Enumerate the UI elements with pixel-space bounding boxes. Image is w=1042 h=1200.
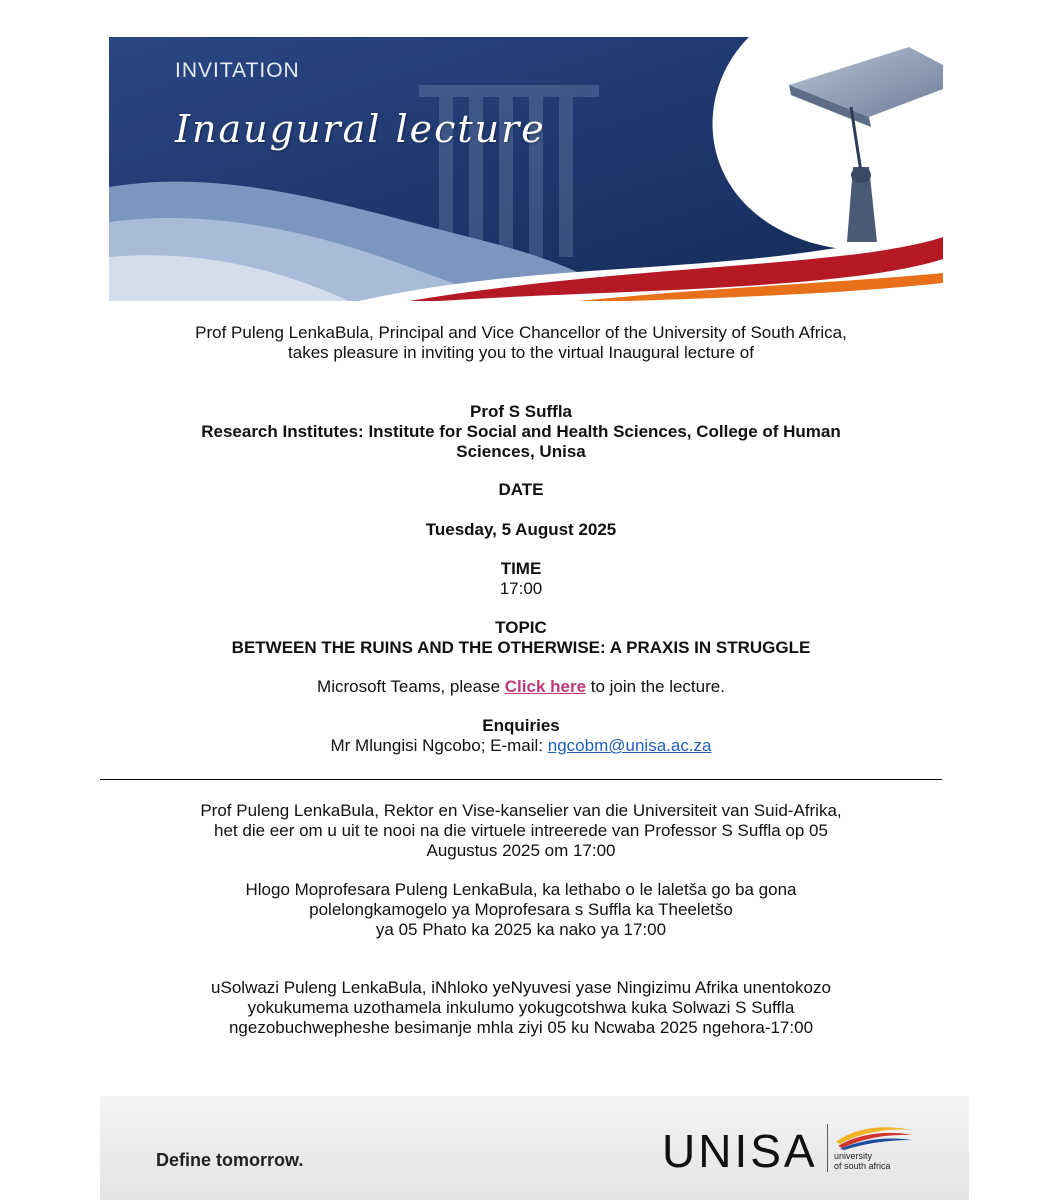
sepedi-line: polelongkamogelo ya Moprofesara s Suffla ka Theeletšo [309, 900, 733, 919]
intro-paragraph [100, 323, 942, 363]
sepedi-line: ya 05 Phato ka 2025 ka nako ya 17:00 [375, 920, 667, 939]
topic-value: BETWEEN THE RUINS AND THE OTHERWISE: A PRAXIS IN STRUGGLE [231, 638, 811, 657]
speaker-affiliation: Sciences, Unisa [456, 442, 586, 461]
speaker-block [100, 402, 942, 462]
intro-line: takes pleasure in inviting you to the virtual Inaugural lecture of [288, 343, 754, 362]
topic-block [100, 618, 942, 658]
afrikaans-line: het die eer om u uit te nooi na die virtuele intreerede van Professor S Suffla op 05 [214, 821, 828, 840]
footer-band [100, 1096, 969, 1200]
afrikaans-paragraph [100, 801, 942, 861]
sepedi-paragraph [100, 880, 942, 940]
time-value: 17:00 [499, 579, 543, 598]
unisa-swoosh-icon [834, 1122, 914, 1150]
date-label-text: DATE [498, 480, 544, 499]
topic-label: TOPIC [495, 618, 547, 637]
logo-divider [827, 1124, 828, 1172]
date-value [100, 520, 942, 540]
invitation-label: INVITATION [175, 59, 300, 82]
teams-prefix: Microsoft Teams, please [317, 677, 505, 696]
enquiries-block [100, 716, 942, 756]
afrikaans-line: Augustus 2025 om 17:00 [426, 841, 616, 860]
enquiries-email-link[interactable]: ngcobm@unisa.ac.za [547, 736, 712, 755]
logo-sub-line: of south africa [834, 1161, 891, 1171]
isizulu-line: yokukumema uzothamela inkulumo yokugcotshwa kuka Solwazi S Suffla [247, 998, 795, 1017]
enquiries-contact: Mr Mlungisi Ngcobo; E-mail: [330, 736, 548, 755]
banner-title: Inaugural lecture [175, 107, 546, 151]
afrikaans-line: Prof Puleng LenkaBula, Rektor en Vise-kanselier van die Universiteit van Suid-Afrika, [200, 801, 842, 820]
sepedi-line: Hlogo Moprofesara Puleng LenkaBula, ka lethabo o le laletša go ba gona [245, 880, 797, 899]
logo-sub-line: university [834, 1151, 873, 1161]
isizulu-line: ngezobuchwepheshe besimanje mhla ziyi 05 ku Ncwaba 2025 ngehora-17:00 [228, 1018, 814, 1037]
speaker-affiliation: Research Institutes: Institute for Social and Health Sciences, College of Human [201, 422, 841, 441]
isizulu-line: uSolwazi Puleng LenkaBula, iNhloko yeNyuvesi yase Ningizimu Afrika unentokozo [211, 978, 831, 997]
date-label [100, 480, 942, 500]
unisa-logo-text: UNISA [662, 1125, 818, 1177]
teams-suffix: to join the lecture. [586, 677, 725, 696]
section-divider [100, 779, 942, 780]
enquiries-label: Enquiries [482, 716, 560, 735]
date-value-text: Tuesday, 5 August 2025 [425, 520, 617, 539]
time-label: TIME [500, 559, 542, 578]
join-lecture-link[interactable]: Click here [504, 677, 587, 696]
speaker-name: Prof S Suffla [469, 402, 572, 421]
time-block [100, 559, 942, 599]
unisa-logo-subtitle [834, 1151, 891, 1171]
invitation-banner [109, 37, 943, 301]
intro-line: Prof Puleng LenkaBula, Principal and Vice Chancellor of the University of South Africa, [195, 323, 847, 342]
enquiries-contact-line [100, 736, 942, 756]
teams-text [100, 677, 942, 697]
teams-line [100, 677, 942, 697]
isizulu-paragraph [100, 978, 942, 1038]
footer-tagline: Define tomorrow. [156, 1150, 304, 1170]
